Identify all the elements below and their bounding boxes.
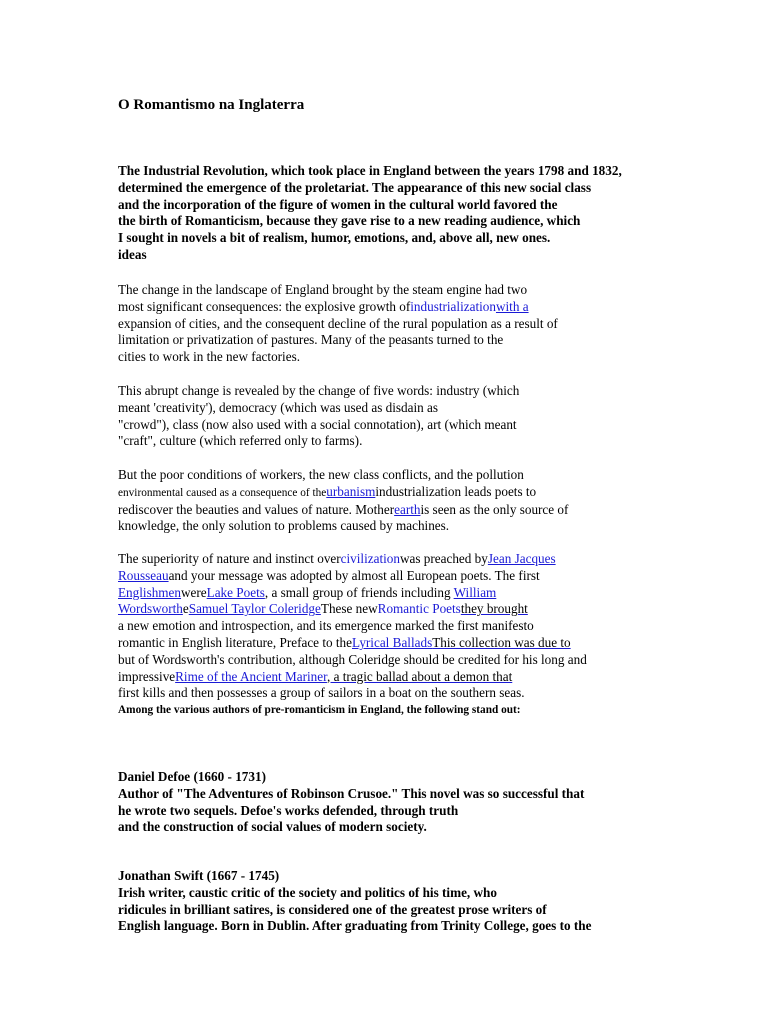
text-line: ideas [118, 246, 147, 262]
text-span: , a tragic ballad about a demon that [326, 668, 513, 684]
link-lyrical-ballads[interactable]: Lyrical Ballads [352, 634, 433, 650]
text-span: impressive [118, 668, 176, 684]
text-span: This collection was due to [432, 634, 571, 650]
text-span: is seen as the only source of [420, 501, 569, 517]
text-line: The Industrial Revolution, which took place in England between the years 1798 and 1832, [118, 163, 622, 178]
text-line: a new emotion and introspection, and its emergence marked the first manifesto [118, 618, 534, 634]
link-with-a[interactable]: with a [495, 298, 529, 314]
link-jean-jacques[interactable]: Jean Jacques [487, 551, 556, 566]
text-span: e [182, 601, 189, 617]
text-line: but of Wordsworth's contribution, although Coleridge should be credited for his long and [118, 651, 587, 667]
pollution-paragraph [118, 467, 568, 535]
text-span: were [181, 584, 207, 600]
text-span: These new [320, 601, 378, 617]
link-rousseau[interactable]: Rousseau [118, 567, 169, 583]
text-line [118, 299, 558, 316]
text-line [118, 669, 587, 686]
five-words-paragraph [118, 383, 519, 450]
text-line: and the incorporation of the figure of women in the cultural world favored the [118, 196, 558, 212]
link-william[interactable]: William [453, 584, 497, 600]
text-line: The change in the landscape of England brought by the steam engine had two [118, 282, 528, 297]
link-samuel-taylor-coleridge[interactable]: Samuel Taylor Coleridge [188, 601, 321, 617]
text-line: "crowd"), class (now also used with a social connotation), art (which meant [118, 416, 517, 432]
link-earth[interactable]: earth [394, 501, 421, 517]
nature-paragraph [118, 551, 587, 719]
text-line: determined the emergence of the proletariat. The appearance of this new social class [118, 179, 592, 195]
text-line [118, 551, 587, 568]
text-line: meant 'creativity'), democracy (which was used as disdain as [118, 399, 439, 415]
text-line: But the poor conditions of workers, the new class conflicts, and the pollution [118, 467, 524, 482]
text-line: limitation or privatization of pastures. Many of the peasants turned to the [118, 332, 504, 348]
link-romantic-poets[interactable]: Romantic Poets [377, 601, 461, 617]
text-span: they brought [460, 601, 528, 617]
page-title: O Romantismo na Inglaterra [118, 97, 305, 113]
text-line [118, 568, 587, 585]
text-line: English language. Born in Dublin. After graduating from Trinity College, goes to the [118, 918, 592, 934]
text-line [118, 635, 587, 652]
defoe-section [118, 769, 584, 836]
text-line: Irish writer, caustic critic of the society and politics of his time, who [118, 884, 497, 900]
text-span: romantic in English literature, Preface to the [118, 634, 352, 650]
link-civilization[interactable]: civilization [340, 551, 400, 566]
text-line: Among the various authors of pre-romanticism in England, the following stand out: [118, 704, 521, 717]
text-line [118, 502, 568, 519]
text-span: , a small group of friends including [264, 584, 451, 600]
text-line: Author of "The Adventures of Robinson Crusoe." This novel was so successful that [118, 785, 585, 801]
text-line: expansion of cities, and the consequent decline of the rural population as a result of [118, 315, 558, 331]
document-page [118, 96, 718, 934]
text-line [118, 484, 568, 502]
steam-engine-paragraph [118, 282, 558, 366]
text-line: I sought in novels a bit of realism, humor, emotions, and, above all, new ones. [118, 230, 551, 246]
link-industrialization[interactable]: industrialization [410, 298, 496, 314]
text-line [118, 601, 587, 618]
author-heading: Jonathan Swift (1667 - 1745) [118, 868, 280, 883]
text-line: "craft", culture (which referred only to farms). [118, 433, 363, 449]
link-rime-of-the-ancient-mariner[interactable]: Rime of the Ancient Mariner [175, 668, 327, 684]
text-span: industrialization leads poets to [375, 483, 537, 499]
text-span: rediscover the beauties and values of nature. Mother [118, 501, 395, 517]
text-line: knowledge, the only solution to problems caused by machines. [118, 518, 450, 534]
text-line: cities to work in the new factories. [118, 349, 301, 365]
text-line: and the construction of social values of modern society. [118, 819, 427, 835]
text-span: most significant consequences: the explosive growth of [118, 298, 411, 314]
author-heading: Daniel Defoe (1660 - 1731) [118, 769, 266, 784]
link-wordsworth[interactable]: Wordsworth [118, 601, 183, 617]
text-line: This abrupt change is revealed by the change of five words: industry (which [118, 383, 520, 398]
intro-paragraph [118, 163, 622, 264]
swift-section [118, 868, 591, 935]
text-line: he wrote two sequels. Defoe's works defended, through truth [118, 802, 459, 818]
text-line: the birth of Romanticism, because they gave rise to a new reading audience, which [118, 213, 581, 229]
text-span: and your message was adopted by almost all European poets. The first [168, 567, 540, 583]
link-urbanism[interactable]: urbanism [326, 483, 376, 499]
text-span: The superiority of nature and instinct over [118, 551, 341, 566]
text-line [118, 585, 587, 602]
text-span: environmental caused as a consequence of the [118, 486, 327, 499]
text-line: first kills and then possesses a group of sailors in a boat on the southern seas. [118, 685, 525, 701]
link-lake-poets[interactable]: Lake Poets [206, 584, 265, 600]
text-line: ridicules in brilliant satires, is considered one of the greatest prose writers of [118, 901, 547, 917]
text-span: was preached by [399, 551, 488, 566]
link-englishmen[interactable]: Englishmen [118, 584, 182, 600]
